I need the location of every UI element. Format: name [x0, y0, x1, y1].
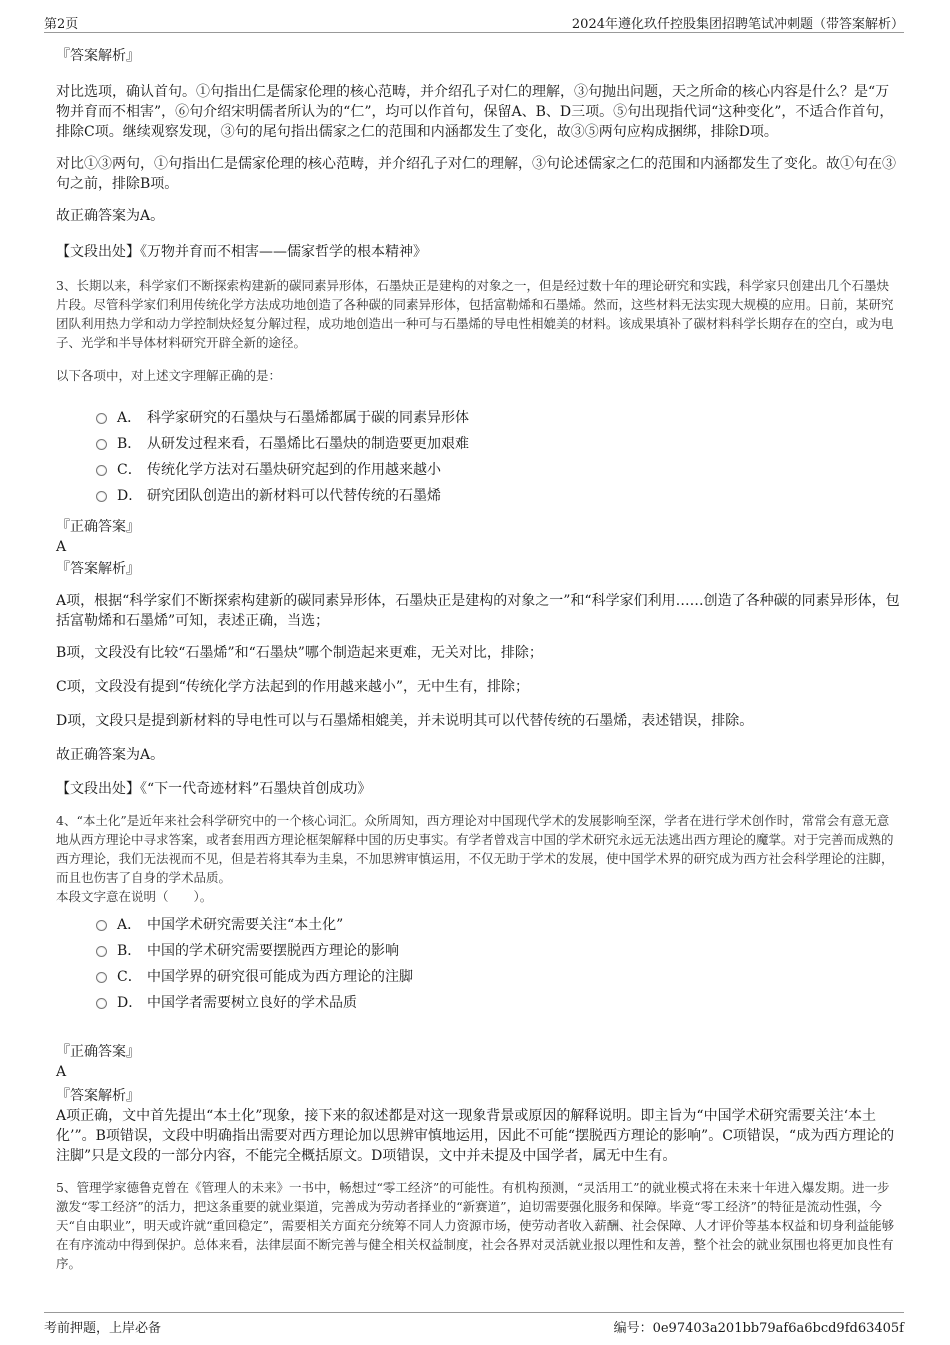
question-prompt: 以下各项中，对上述文字理解正确的是：	[56, 368, 282, 383]
answer-value: A	[56, 539, 67, 555]
answer-label: 『正确答案』	[56, 519, 140, 535]
analysis-label: 『答案解析』	[56, 48, 140, 64]
page-footer	[44, 1312, 904, 1337]
document-id: 编号：0e97403a201bb79af6a6bcd9fd63405f	[613, 1321, 904, 1336]
source-citation: 【文段出处】《“下一代奇迹材料”石墨炔首创成功》	[56, 781, 372, 797]
analysis-label: 『答案解析』	[56, 1088, 140, 1104]
option-a[interactable]: A． 科学家研究的石墨炔与石墨烯都属于碳的同素异形体	[96, 405, 900, 431]
option-c[interactable]: C． 中国学界的研究很可能成为西方理论的注脚	[96, 964, 900, 990]
radio-icon[interactable]	[96, 439, 107, 450]
radio-icon[interactable]	[96, 413, 107, 424]
page-number: 第2页	[44, 17, 79, 32]
question-prompt: 本段文字意在说明（ ）。	[56, 889, 213, 904]
option-c[interactable]: C． 传统化学方法对石墨炔研究起到的作用越来越小	[96, 457, 900, 483]
analysis-paragraph: C项，文段没有提到“传统化学方法起到的作用越来越小”，无中生有，排除；	[56, 679, 530, 695]
analysis-label: 『答案解析』	[56, 561, 140, 577]
footer-slogan: 考前押题，上岸必备	[44, 1321, 162, 1336]
option-b[interactable]: B． 从研发过程来看，石墨烯比石墨炔的制造要更加艰难	[96, 431, 900, 457]
options-list	[56, 405, 900, 509]
analysis-paragraph: A项，根据“科学家们不断探索构建新的碳同素异形体，石墨炔正是建构的对象之一”和“科学家们利用……创造了各种碳的同素异形体，包括富勒烯和石墨烯”可知，表述正确，当选；	[56, 593, 900, 629]
radio-icon[interactable]	[96, 465, 107, 476]
page-header	[44, 10, 904, 33]
conclusion: 故正确答案为A。	[56, 747, 165, 763]
question-stem: 3、长期以来，科学家们不断探索构建新的碳同素异形体，石墨炔正是建构的对象之一，但是经过数十年的理论研究和实践，科学家只创建出几个石墨炔片段。尽管科学家们利用传统化学方法成功地创造了各种碳的同素异形体，包括富勒烯和石墨烯。然而，这些材料无法实现大规模的应用。日前，某研究团队利用热力学和动力学控制炔烃复分解过程，成功地创造出一种可与石墨烯的导电性相媲美的材料。该成果填补了碳材料科学长期存在的空白，或为电子、光学和半导体材料研究开辟全新的途径。	[56, 278, 894, 350]
analysis-paragraph: 对比①③两句，①句指出仁是儒家伦理的核心范畴，并介绍孔子对仁的理解，③句论述儒家之仁的范围和内涵都发生了变化。故①句在③句之前，排除B项。	[56, 156, 896, 192]
radio-icon[interactable]	[96, 998, 107, 1009]
option-a[interactable]: A． 中国学术研究需要关注“本土化”	[96, 912, 900, 938]
conclusion: 故正确答案为A。	[56, 208, 165, 224]
answer-value: A	[56, 1064, 67, 1080]
document-body	[56, 44, 900, 1273]
radio-icon[interactable]	[96, 972, 107, 983]
question-stem: 5、管理学家德鲁克曾在《管理人的未来》一书中，畅想过“零工经济”的可能性。有机构预测，“灵活用工”的就业模式将在未来十年进入爆发期。进一步激发“零工经济”的活力，把这条重要的就业渠道，完善成为劳动者择业的“新赛道”，迫切需要强化服务和保障。毕竟“零工经济”的特征是流动性强，今天“自由职业”，明天或许就“重回稳定”，需要相关方面充分统筹不同人力资源市场，使劳动者收入薪酬、社会保障、人才评价等基本权益和切身利益能够在有序流动中得到保护。总体来看，法律层面不断完善与健全相关权益制度，社会各界对灵活就业报以理性和友善，整个社会的就业氛围也将更加良性有序。	[56, 1180, 895, 1271]
option-b[interactable]: B． 中国的学术研究需要摆脱西方理论的影响	[96, 938, 900, 964]
analysis-paragraph: B项，文段没有比较“石墨烯”和“石墨炔”哪个制造起来更难，无关对比，排除；	[56, 645, 543, 661]
option-d[interactable]: D． 研究团队创造出的新材料可以代替传统的石墨烯	[96, 483, 900, 509]
radio-icon[interactable]	[96, 920, 107, 931]
document-title: 2024年遵化玖仟控股集团招聘笔试冲刺题（带答案解析）	[571, 17, 904, 32]
analysis-paragraph: 对比选项，确认首句。①句指出仁是儒家伦理的核心范畴，并介绍孔子对仁的理解，③句抛出问题，天之所命的核心内容是什么？是“万物并育而不相害”，⑥句介绍宋明儒者所认为的“仁”，均可以作首句，保留A、B、D三项。⑤句出现指代词“这种变化”，不适合作首句，排除C项。继续观察发现，③句的尾句指出儒家之仁的范围和内涵都发生了变化，故③⑤两句应构成捆绑，排除D项。	[56, 84, 894, 140]
options-list	[56, 912, 900, 1016]
source-citation: 【文段出处】《万物并育而不相害——儒家哲学的根本精神》	[56, 244, 427, 260]
radio-icon[interactable]	[96, 946, 107, 957]
question-stem: 4、“本土化”是近年来社会科学研究中的一个核心词汇。众所周知，西方理论对中国现代学术的发展影响至深，学者在进行学术创作时，常常会有意无意地从西方理论中寻求答案，或者套用西方理论框架解释中国的历史事实。有学者曾戏言中国的学术研究永远无法逃出西方理论的魔掌。对于完善而成熟的西方理论，我们无法视而不见，但是若将其奉为圭臬，不加思辨审慎运用，不仅无助于学术的发展，使中国学术界的研究成为西方社会科学理论的注脚，而且也伤害了自身的学术品质。	[56, 813, 894, 885]
answer-label: 『正确答案』	[56, 1044, 140, 1060]
analysis-paragraph: A项正确，文中首先提出“本土化”现象，接下来的叙述都是对这一现象背景或原因的解释说明。即主旨为“中国学术研究需要关注‘本土化’”。B项错误，文段中明确指出需要对西方理论加以思辨审慎地运用，因此不可能“摆脱西方理论的影响”。C项错误，“成为西方理论的注脚”只是文段的一部分内容，不能完全概括原文。D项错误，文中并未提及中国学者，属无中生有。	[56, 1108, 895, 1164]
option-d[interactable]: D． 中国学者需要树立良好的学术品质	[96, 990, 900, 1016]
analysis-paragraph: D项，文段只是提到新材料的导电性可以与石墨烯相媲美，并未说明其可以代替传统的石墨烯，表述错误，排除。	[56, 713, 754, 729]
radio-icon[interactable]	[96, 491, 107, 502]
